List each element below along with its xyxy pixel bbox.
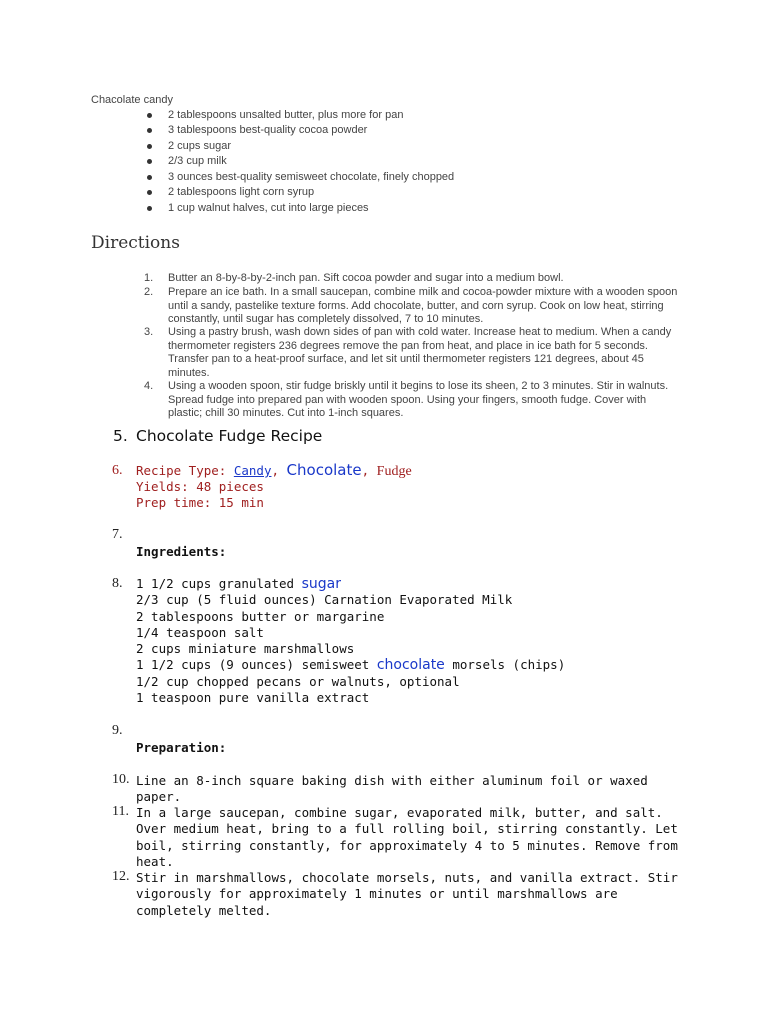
- direction-step: Using a wooden spoon, stir fudge briskly until it begins to lose its sheen, 2 to 3 minutes. Stir in walnuts. Spread fudge into prepared pan with wooden spoon. Using your fingers, smooth fudge. Cover with plastic; chill 30 minutes. Cut into 1-inch squares.: [168, 380, 669, 419]
- list-item: 2 tablespoons butter or margarine: [136, 608, 385, 624]
- bullet-icon: [147, 113, 152, 118]
- list-item: 2 cups miniature marshmallows: [136, 641, 355, 657]
- bullet-icon: [147, 159, 152, 164]
- bullet-icon: [147, 206, 152, 211]
- list-number: 9.: [112, 723, 123, 738]
- directions-heading: Directions: [91, 233, 180, 253]
- bullet-icon: [147, 190, 152, 195]
- sugar-link[interactable]: sugar: [301, 576, 341, 592]
- list-number: 12.: [112, 869, 130, 884]
- bullet-icon: [147, 128, 152, 133]
- preparation-step: Line an 8-inch square baking dish with either aluminum foil or waxed paper.: [136, 773, 648, 805]
- preparation-step: Stir in marshmallows, chocolate morsels, nuts, and vanilla extract. Stir vigorously for approximately 1 minutes or until marshmallows are completely melted.: [136, 870, 678, 918]
- candy-link[interactable]: Candy: [233, 463, 272, 478]
- list-number: 11.: [112, 804, 129, 819]
- preparation-step: In a large saucepan, combine sugar, evaporated milk, butter, and salt. Over medium heat, bring to a full rolling boil, stirring constantly. Let boil, stirring constantly, for approximately 4 to 5 minutes. Remove from heat.: [136, 805, 678, 869]
- list-item: 2/3 cup milk: [168, 155, 227, 167]
- direction-step: Using a pastry brush, wash down sides of pan with cold water. Increase heat to medium. When a candy thermometer registers 236 degrees remove the pan from heat, and place in ice bath for 5 seconds. Transfer pan to a heat-proof surface, and let sit until thermometer registers 121 degrees, about 45 minutes.: [168, 326, 672, 379]
- list-item: 2 tablespoons unsalted butter, plus more for pan: [168, 109, 404, 121]
- list-number: 8.: [112, 576, 123, 591]
- step-number: 4.: [144, 380, 154, 392]
- recipe-type-line: [136, 461, 412, 480]
- chocolate-link[interactable]: chocolate: [376, 657, 445, 674]
- ingredient-text: 1 1/2 cups (9 ounces) semisweet: [136, 657, 377, 673]
- ingredient-text: 1 1/2 cups granulated: [136, 576, 302, 591]
- list-item: 3 tablespoons best-quality cocoa powder: [168, 124, 368, 136]
- ingredients-heading: Ingredients:: [136, 544, 227, 559]
- fudge-ingredient-list: [136, 576, 565, 706]
- chocolate-link[interactable]: Chocolate: [286, 461, 362, 479]
- list-number: 6.: [112, 463, 123, 478]
- recipe-type-label: Recipe Type:: [136, 463, 234, 478]
- separator: ,: [271, 463, 287, 478]
- list-item: [136, 657, 565, 673]
- candy-title: Chacolate candy: [91, 94, 173, 106]
- bullet-icon: [147, 175, 152, 180]
- list-item: 2 cups sugar: [168, 140, 231, 152]
- separator: ,: [361, 463, 377, 478]
- list-item: 3 ounces best-quality semisweet chocolate, finely chopped: [168, 171, 455, 183]
- list-number: 10.: [112, 772, 130, 787]
- list-number: 7.: [112, 527, 123, 542]
- recipe-title: Chocolate Fudge Recipe: [136, 427, 323, 445]
- ingredient-text: morsels (chips): [444, 657, 566, 673]
- step-number: 1.: [144, 272, 154, 284]
- list-item: 1 teaspoon pure vanilla extract: [136, 690, 370, 706]
- list-item: 2 tablespoons light corn syrup: [168, 186, 315, 198]
- list-item: 2/3 cup (5 fluid ounces) Carnation Evaporated Milk: [136, 592, 513, 608]
- step-number: 3.: [144, 326, 154, 338]
- list-item: 1 cup walnut halves, cut into large pieces: [168, 202, 369, 214]
- preparation-heading: Preparation:: [136, 740, 227, 755]
- fudge-link[interactable]: Fudge: [376, 464, 412, 479]
- direction-step: Prepare an ice bath. In a small saucepan, combine milk and cocoa-powder mixture with a wooden spoon until a sandy, pastelike texture forms. Add chocolate, butter, and corn syrup. Cook on low heat, stirring constantly, until sugar has completely dissolved, 7 to 10 minutes.: [168, 286, 678, 325]
- bullet-icon: [147, 144, 152, 149]
- list-item: [136, 576, 565, 592]
- step-number: 2.: [144, 286, 154, 298]
- direction-step: Butter an 8-by-8-by-2-inch pan. Sift cocoa powder and sugar into a medium bowl.: [168, 272, 564, 284]
- list-number: 5.: [113, 427, 128, 445]
- recipe-prep-time: Prep time: 15 min: [136, 495, 264, 510]
- list-item: 1/4 teaspoon salt: [136, 624, 264, 640]
- recipe-yields: Yields: 48 pieces: [136, 479, 264, 494]
- list-item: 1/2 cup chopped pecans or walnuts, optional: [136, 673, 460, 689]
